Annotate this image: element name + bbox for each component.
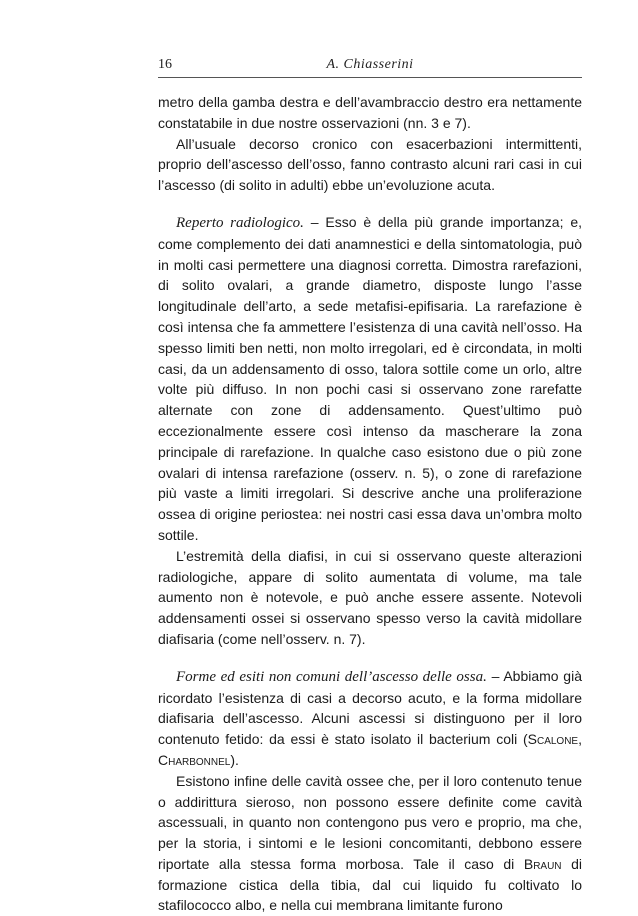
body-text [158,92,582,916]
section-title-uncommon-forms: Forme ed esiti non comuni dell’ascesso delle ossa. [176,668,487,685]
paragraph-continuation: metro della gamba destra e dell’avambraccio destro era nettamente constatabile in due nostre osservazioni (nn. 3 e 7). [158,94,582,131]
paragraph-acute-course: All’usuale decorso cronico con esacerbazioni intermittenti, proprio dell’ascesso dell’osso, fanno contrasto alcuni rari casi in cui l’ascesso (di solito in adulti) ebbe un’evoluzione acuta. [158,135,582,194]
section-text-radiology: – Esso è della più grande importanza; e, come complemento dei dati anamnestici e della sintomatologia, può in molti casi permettere una diagnosi corretta. Dimostra rarefazioni, di solito ovalari, a grande diametro, disposte lungo l’asse longitudinale dell’arto, a sede metafisi-epifisaria. La rarefazione è così intensa che fa ammettere l’esistenza di una cavità nell’osso. Ha spesso limiti ben netti, non molto irregolari, ed è circondata, in molti casi, da un addensamento di osso, talora sottile come un orlo, altre volte più diffuso. In non pochi casi si osservano zone rarefatte alternate con zone di addensamento. Quest’ultimo può eccezionalmente essere così intenso da mascherare la zona principale di rarefazione. In qualche caso esistono due o più zone ovalari di intensa rarefazione (osserv. n. 5), o zone di rarefazione più vaste a limiti irregolari. Si descrive anche una proliferazione ossea di origine periostea: nei nostri casi essa dava un’ombra molto sottile. [158,213,582,543]
section-title-radiology: Reperto radiologico. [176,214,304,231]
author-name-scalone: Scalone [527,731,579,748]
paragraph-bone-cavities-a: Esistono infine delle cavità ossee che, per il loro contenuto tenue o addirittura sieroso, non possono essere definite come cavità ascessuali, in quanto non contengono pus vero e proprio, ma che, per la storia, i sintomi e le lesioni concomitanti, debbono essere riportate alla stessa forma morbosa. Tale il caso di [158,772,582,872]
running-head: A. Chiasserini [326,57,414,72]
name-separator: , [578,731,582,748]
author-name-braun: Braun [523,855,562,872]
page-number: 16 [158,57,172,72]
author-name-charbonnel: Charbonnel [158,751,231,768]
section-uncommon-forms [158,666,582,771]
paragraph-diaphysis: L’estremità della diafisi, in cui si osservano queste alterazioni radiologiche, appare di solito aumentata di volume, ma tale aumento non è notevole, e può anche essere assente. Notevoli addensamenti ossei si osservano spesso verso la cavità midollare diafisaria (come nell’osserv. n. 7). [158,547,582,647]
paragraph-bone-cavities [158,771,582,916]
paragraph-bone-cavities-b: di formazione cistica della tibia, dal cui liquido fu coltivato lo stafilococco albo, e nella cui membrana limitante furono [158,855,582,914]
section-radiology [158,212,582,546]
page-header [158,57,582,77]
header-rule [158,77,582,78]
section-text-uncommon-b: ). [230,751,239,768]
section-text-uncommon-a: – Abbiamo già ricordato l’esistenza di casi a decorso acuto, e la forma midollare diafisaria dell’ascesso. Alcuni ascessi si distinguono per il loro contenuto fetido: da essi è stato isolato il bacterium coli ( [158,667,582,748]
